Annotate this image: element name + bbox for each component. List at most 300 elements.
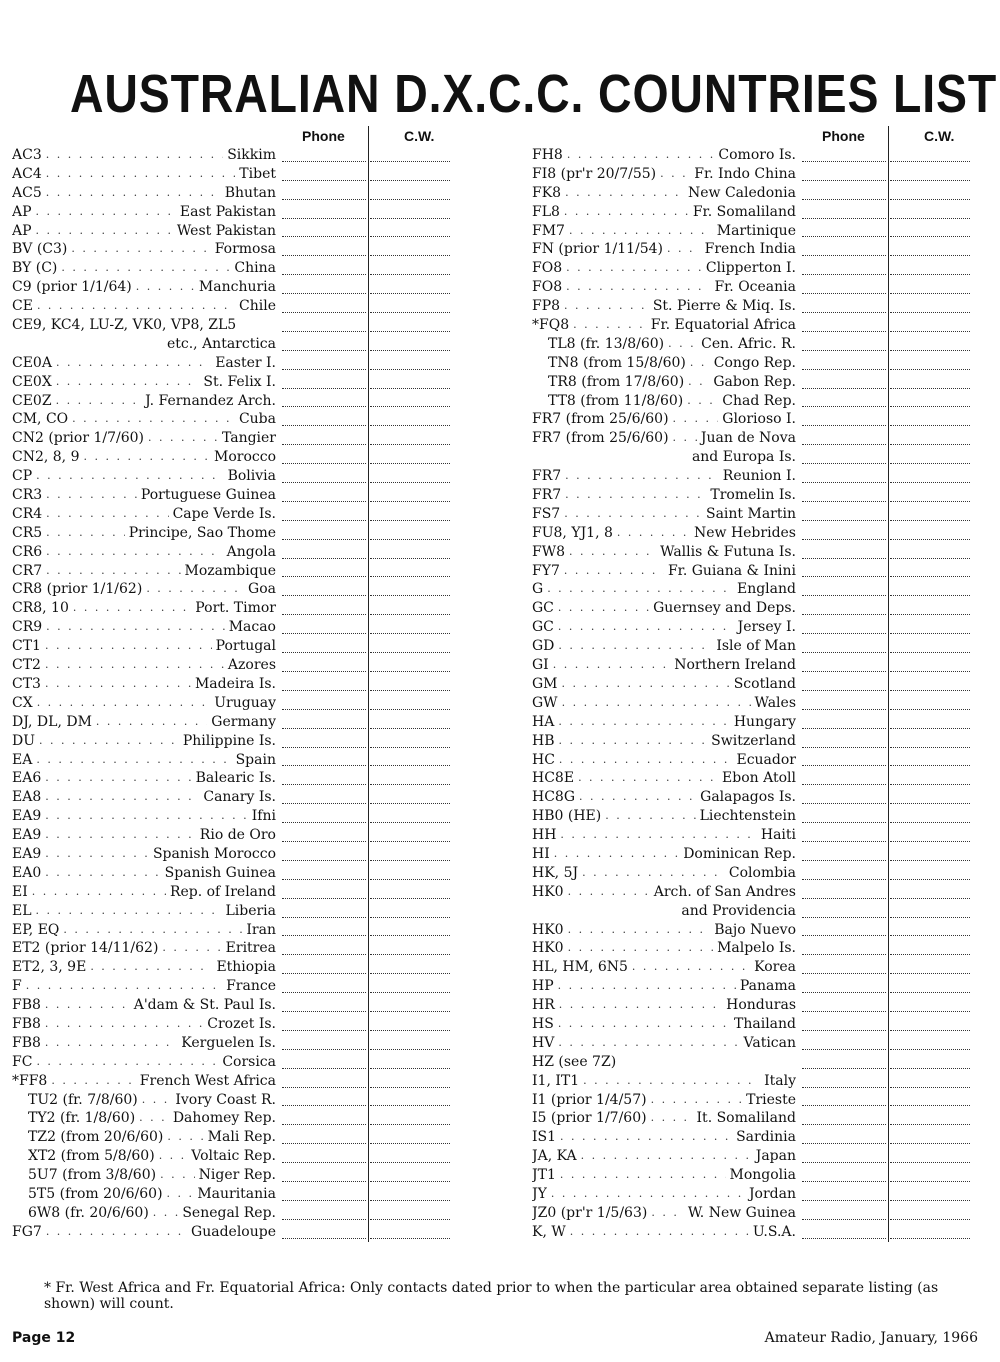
country-entry [532,335,796,354]
column-divider [368,562,369,581]
prefix: FB8 [12,997,41,1014]
phone-blank [802,728,886,729]
leader-dots [668,335,697,354]
leader-dots [687,392,718,411]
column-divider [888,1091,889,1110]
phone-blank [282,293,366,294]
country-entry [12,788,276,807]
leader-dots [46,184,221,203]
checkbox-area [802,1147,970,1166]
country-entry [12,580,276,599]
prefix: HC [532,751,555,768]
phone-blank [282,935,366,936]
prefix: AP [12,203,32,220]
prefix: FM7 [532,222,565,239]
column-divider [888,902,889,921]
column-divider [888,675,889,694]
cw-blank [890,312,970,313]
cw-blank [370,898,450,899]
cw-blank [370,1238,450,1239]
checkbox-area [802,826,970,845]
country-name: Martinique [716,222,796,239]
phone-blank [282,1068,366,1069]
country-entry [12,637,276,656]
phone-blank [802,350,886,351]
leader-dots [36,1053,218,1072]
country-entry [12,335,276,354]
leader-dots [560,1166,726,1185]
leader-dots [570,1223,749,1242]
cw-blank [370,747,450,748]
phone-blank [282,728,366,729]
phone-blank [802,1143,886,1144]
prefix: CM, CO [12,411,69,428]
phone-blank [282,350,366,351]
country-entry [12,429,276,448]
country-entry [12,939,276,958]
country-name: France [226,978,276,995]
prefix: FC [12,1053,33,1070]
country-entry [12,694,276,713]
cw-blank [370,539,450,540]
prefix: EA8 [12,789,42,806]
column-divider [888,335,889,354]
prefix: AC4 [12,165,42,182]
prefix: BV (C3) [12,241,68,258]
cw-blank [370,935,450,936]
prefix: FO8 [532,260,563,277]
leader-dots [45,769,191,788]
leader-dots [632,958,750,977]
prefix: CR6 [12,543,43,560]
checkbox-area [802,297,970,316]
leader-dots [32,883,166,902]
checkbox-area [802,448,970,467]
leader-dots [558,1015,730,1034]
phone-blank [802,274,886,275]
phone-blank [802,973,886,974]
country-name: Chile [239,298,276,315]
checkbox-area [282,505,450,524]
checkbox-area [802,637,970,656]
country-entry [532,599,796,618]
column-divider [368,240,369,259]
prefix: FS7 [532,505,561,522]
country-name: Uruguay [214,694,276,711]
leader-dots [142,1091,172,1110]
checkbox-area [802,788,970,807]
country-name: Reunion I. [722,468,796,485]
leader-dots [45,656,224,675]
prefix: GC [532,600,554,617]
leader-dots [26,977,222,996]
country-entry [532,259,796,278]
prefix: HR [532,997,555,1014]
cw-blank [890,199,970,200]
cw-blank [890,860,970,861]
prefix: AP [12,222,32,239]
cw-blank [890,1068,970,1069]
country-entry [12,562,276,581]
checkbox-area [282,826,450,845]
leader-dots [578,769,718,788]
checkbox-area [282,373,450,392]
prefix: F [12,978,22,995]
prefix: HV [532,1034,555,1051]
checkbox-area [282,392,450,411]
country-entry [532,807,796,826]
country-entry [532,958,796,977]
column-divider [368,1223,369,1242]
country-name: Juan de Nova [700,430,796,447]
checkbox-area [282,410,450,429]
prefix: 5T5 (from 20/6/60) [28,1185,163,1202]
phone-header: Phone [302,128,345,144]
prefix: HB [532,732,555,749]
cw-blank [370,917,450,918]
prefix: FB8 [12,1034,41,1051]
phone-blank [282,747,366,748]
country-name: Germany [211,713,276,730]
prefix: I1 (prior 1/4/57) [532,1091,647,1108]
country-name: Spain [235,751,276,768]
leader-dots [690,354,710,373]
prefix: FK8 [532,184,562,201]
checkbox-area [282,939,450,958]
prefix: HK0 [532,921,564,938]
leader-dots [562,694,751,713]
column-divider [888,599,889,618]
column-divider [368,883,369,902]
phone-blank [282,1143,366,1144]
cw-blank [890,558,970,559]
country-entry [532,543,796,562]
column-divider [888,580,889,599]
phone-blank [282,690,366,691]
cw-blank [890,671,970,672]
column-divider [368,1204,369,1223]
checkbox-area [802,259,970,278]
prefix: I1, IT1 [532,1072,580,1089]
prefix: FR7 (from 25/6/60) [532,430,669,447]
cw-blank [890,1162,970,1163]
prefix: FG7 [12,1223,42,1240]
column-divider [368,751,369,770]
checkbox-area [802,939,970,958]
checkbox-area [282,769,450,788]
cw-blank [890,255,970,256]
country-entry [12,165,276,184]
phone-header: Phone [822,128,865,144]
cw-blank [370,709,450,710]
phone-blank [802,784,886,785]
cw-blank [890,614,970,615]
country-entry [12,146,276,165]
checkbox-area [802,543,970,562]
column-divider [368,864,369,883]
checkbox-area [282,1166,450,1185]
leader-dots [559,732,708,751]
column-divider [368,902,369,921]
prefix: 5U7 (from 3/8/60) [28,1167,157,1184]
phone-blank [282,1087,366,1088]
phone-blank [802,199,886,200]
leader-dots [565,486,706,505]
leader-dots [582,864,725,883]
phone-blank [802,388,886,389]
prefix: EA0 [12,864,42,881]
page-number: Page 12 [12,1330,76,1346]
column-divider [368,410,369,429]
country-entry [532,316,796,335]
column-divider [888,448,889,467]
checkbox-area [282,165,450,184]
cw-blank [370,444,450,445]
leader-dots [46,524,125,543]
prefix: HB0 (HE) [532,808,602,825]
phone-blank [282,369,366,370]
country-entry [12,278,276,297]
phone-blank [282,199,366,200]
country-name: Voltaic Rep. [191,1148,276,1165]
country-name: Tangier [221,430,276,447]
country-name: Bolivia [227,468,276,485]
cw-blank [370,180,450,181]
leader-dots [45,807,248,826]
column-divider [888,146,889,165]
country-name: England [736,581,796,598]
country-entry [532,1185,796,1204]
cw-blank [890,973,970,974]
country-name: Spanish Guinea [164,864,276,881]
prefix: DU [12,732,36,749]
checkbox-area [802,316,970,335]
checkbox-area [802,222,970,241]
leader-dots [37,297,235,316]
cw-blank [890,633,970,634]
country-entry [12,354,276,373]
cw-blank [370,255,450,256]
checkbox-area [802,656,970,675]
prefix: FR7 (from 25/6/60) [532,411,669,428]
country-name: and Providencia [681,902,796,919]
prefix: K, W [532,1223,566,1240]
checkbox-area [282,637,450,656]
cw-blank [370,218,450,219]
phone-blank [282,917,366,918]
country-name: Northern Ireland [674,657,796,674]
phone-blank [802,1162,886,1163]
country-name: A'dam & St. Paul Is. [133,997,276,1014]
checkbox-area [802,713,970,732]
cw-blank [890,576,970,577]
phone-blank [802,709,886,710]
country-entry [532,637,796,656]
country-name: Sardinia [736,1129,796,1146]
leader-dots [36,751,231,770]
column-divider [368,732,369,751]
cw-blank [890,1105,970,1106]
prefix: 6W8 (fr. 20/6/60) [28,1204,149,1221]
country-entry [532,165,796,184]
leader-dots [562,675,730,694]
column-divider [368,807,369,826]
phone-blank [802,1068,886,1069]
column-divider [368,1185,369,1204]
prefix: GI [532,657,549,674]
prefix: FN (prior 1/11/54) [532,241,664,258]
cw-blank [370,558,450,559]
column-divider [888,1147,889,1166]
country-entry [12,826,276,845]
country-name: Japan [755,1148,796,1165]
country-name: Canary Is. [203,789,276,806]
column-divider [368,354,369,373]
leader-dots [567,146,715,165]
checkbox-area [802,1091,970,1110]
phone-blank [282,180,366,181]
checkbox-area [282,1147,450,1166]
leader-dots [39,732,179,751]
leader-dots [558,637,712,656]
cw-blank [890,841,970,842]
column-divider [888,807,889,826]
country-entry [12,505,276,524]
cw-blank [890,1030,970,1031]
cw-blank [370,784,450,785]
column-divider [888,826,889,845]
cw-blank [370,1087,450,1088]
column-divider [888,1034,889,1053]
phone-blank [282,803,366,804]
country-name: Corsica [222,1053,276,1070]
column-divider [888,222,889,241]
leader-dots [45,1015,203,1034]
country-entry [12,732,276,751]
country-entry [532,240,796,259]
country-name: Guadeloupe [191,1223,276,1240]
cw-blank [890,1200,970,1201]
cw-blank [370,614,450,615]
checkbox-area [282,278,450,297]
prefix: CR8 (prior 1/1/62) [12,581,143,598]
leader-dots [148,429,218,448]
column-divider [888,1109,889,1128]
leader-dots [688,373,709,392]
leader-dots [167,1185,194,1204]
column-divider [888,1072,889,1091]
column-divider [368,392,369,411]
country-name: Galapagos Is. [700,789,796,806]
prefix: TR8 (from 17/8/60) [548,373,685,390]
prefix: TY2 (fr. 1/8/60) [28,1110,136,1127]
phone-blank [802,747,886,748]
checkbox-area [282,354,450,373]
cw-blank [890,425,970,426]
checkbox-area [802,203,970,222]
leader-dots [573,316,647,335]
checkbox-area [282,883,450,902]
prefix: CE9, KC4, LU-Z, VK0, VP8, ZL5 [12,317,237,334]
leader-dots [558,713,730,732]
phone-blank [282,879,366,880]
phone-blank [802,539,886,540]
country-entry [532,939,796,958]
country-entry [532,921,796,940]
leader-dots [564,297,649,316]
phone-blank [802,595,886,596]
prefix: HL, HM, 6N5 [532,959,628,976]
leader-dots [660,165,690,184]
phone-blank [802,218,886,219]
column-divider [888,410,889,429]
leader-dots [45,864,160,883]
country-name: Chad Rep. [722,392,796,409]
country-entry [12,1185,276,1204]
cw-blank [370,803,450,804]
cw-blank [890,879,970,880]
phone-blank [802,1181,886,1182]
prefix: FI8 (pr'r 20/7/55) [532,165,657,182]
cw-blank [370,822,450,823]
leader-dots [46,165,236,184]
country-entry [12,1204,276,1223]
checkbox-area [802,675,970,694]
phone-blank [802,482,886,483]
phone-blank [282,860,366,861]
country-entry [532,977,796,996]
cw-blank [370,1143,450,1144]
cw-blank [370,879,450,880]
cw-blank [890,898,970,899]
country-entry [12,524,276,543]
country-name: Switzerland [711,732,796,749]
country-name: Cuba [238,411,276,428]
country-name: and Europa Is. [691,449,796,466]
leader-dots [553,656,671,675]
checkbox-area [282,1053,450,1072]
leader-dots [160,1166,195,1185]
phone-blank [802,803,886,804]
column-divider [888,656,889,675]
cw-blank [890,1238,970,1239]
country-name: Eritrea [225,940,276,957]
country-name: Mongolia [729,1167,796,1184]
leader-dots [565,184,684,203]
country-entry [532,524,796,543]
checkbox-area [802,845,970,864]
column-divider [888,921,889,940]
phone-blank [282,520,366,521]
cw-blank [370,406,450,407]
country-entry [12,1053,276,1072]
cw-blank [370,463,450,464]
country-entry [12,316,276,335]
leader-dots [159,1147,188,1166]
phone-blank [802,614,886,615]
country-entry [532,448,796,467]
leader-dots [162,939,221,958]
country-entry [12,845,276,864]
prefix: CT3 [12,675,41,692]
country-entry [532,883,796,902]
country-name: French West Africa [139,1072,276,1089]
page-title: AUSTRALIAN D.X.C.C. COUNTRIES LIST [70,64,998,124]
prefix: CE [12,298,33,315]
phone-blank [802,463,886,464]
leader-dots [46,618,225,637]
country-entry [12,1166,276,1185]
